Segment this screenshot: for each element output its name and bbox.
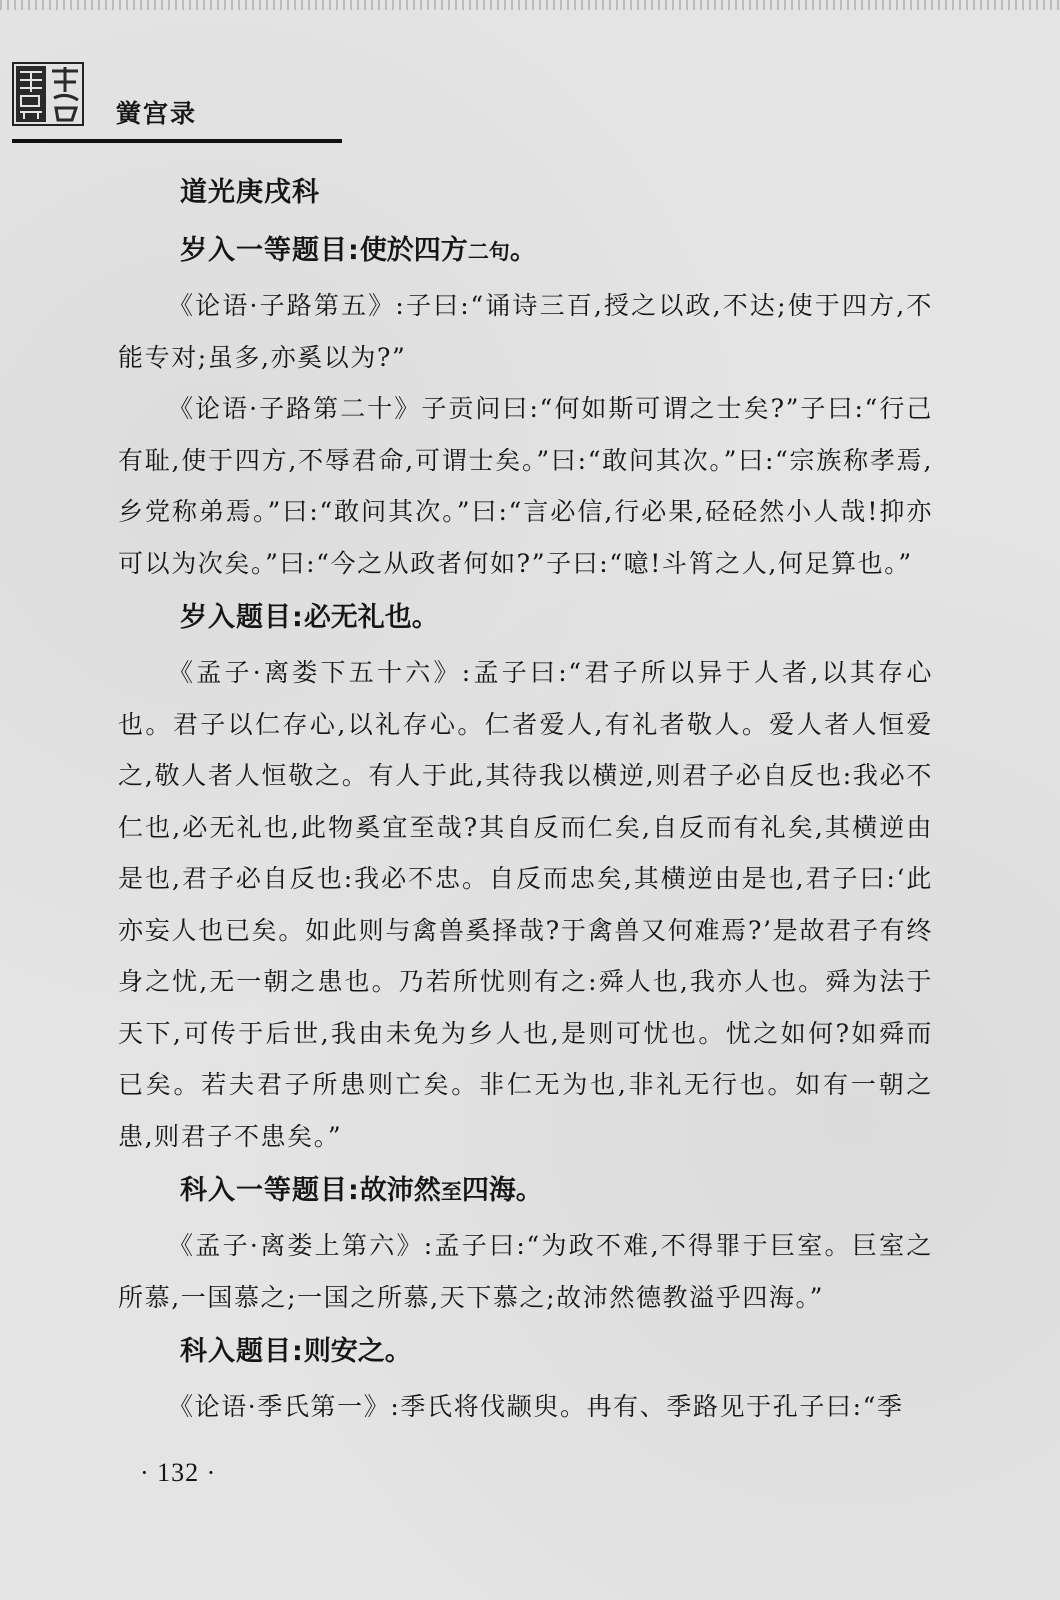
topic-text: 至 xyxy=(440,1179,462,1204)
header-rule xyxy=(12,139,342,143)
topic-label: 科入一等题目: xyxy=(180,1175,360,1206)
topic-text: 使於四方 xyxy=(359,235,468,266)
topic-text: 则安之。 xyxy=(303,1336,412,1367)
topic-text: 必无礼也。 xyxy=(303,602,439,633)
page-number: · 132 · xyxy=(140,1458,217,1487)
quotation-paragraph: 《孟子·离娄下五十六》:孟子曰:“君子所以异于人者,以其存心也。君子以仁存心,以礼存心。仁者爱人,有礼者敬人。爱人者人恒爱之,敬人者人恒敬之。有人于此,其待我以横逆,则君子必自反也:我必不仁也,必无礼也,此物奚宜至哉?其自反而仁矣,自反而有礼矣,其横逆由是也,君子必自反也:我必不忠。自反而忠矣,其横逆由是也,君子曰:‘此亦妄人也已矣。如此则与禽兽奚择哉?于禽兽又何难焉?’是故君子有终身之忧,无一朝之患也。乃若所忧则有之:舜人也,我亦人也。舜为法于天下,可传于后世,我由未免为乡人也,是则可忧也。忧之如何?如舜而已矣。若夫君子所患则亡矣。非仁无为也,非礼无行也。如有一朝之患,则君子不患矣。” xyxy=(118,658,933,1151)
series-logo-icon xyxy=(12,62,84,126)
section-heading: 道光庚戌科 xyxy=(180,177,320,208)
topic-text: 二句 xyxy=(467,239,510,264)
topic-text: 故沛然 xyxy=(359,1175,441,1206)
topic-text: 四海。 xyxy=(461,1175,543,1206)
topic-heading xyxy=(118,589,933,647)
topic-label: 岁入题目: xyxy=(180,602,304,633)
scan-edge xyxy=(0,0,1060,10)
running-title: 黉宫录 xyxy=(116,99,198,128)
quotation-paragraph: 《论语·子路第五》:子曰:“诵诗三百,授之以政,不达;使于四方,不能专对;虽多,亦奚以为?” xyxy=(118,291,933,372)
quotation-paragraph: 《论语·子路第二十》子贡问曰:“何如斯可谓之士矣?”子曰:“行己有耻,使于四方,不辱君命,可谓士矣。”曰:“敢问其次。”曰:“宗族称孝焉,乡党称弟焉。”曰:“敢问其次。”曰:“言必信,行必果,硁硁然小人哉!抑亦可以为次矣。”曰:“今之从政者何如?”子曰:“噫!斗筲之人,何足算也。” xyxy=(118,394,933,578)
main-text xyxy=(118,164,933,1433)
topic-heading xyxy=(118,1323,933,1381)
quotation-paragraph: 《论语·季氏第一》:季氏将伐颛臾。冉有、季路见于孔子曰:“季 xyxy=(168,1392,904,1421)
topic-label: 岁入一等题目: xyxy=(180,235,360,266)
topic-label: 科入题目: xyxy=(180,1336,304,1367)
topic-heading xyxy=(118,222,933,280)
topic-text: 。 xyxy=(509,235,537,266)
quotation-paragraph: 《孟子·离娄上第六》:孟子曰:“为政不难,不得罪于巨室。巨室之所慕,一国慕之;一国之所慕,天下慕之;故沛然德教溢乎四海。” xyxy=(118,1231,933,1312)
topic-heading xyxy=(118,1162,933,1220)
